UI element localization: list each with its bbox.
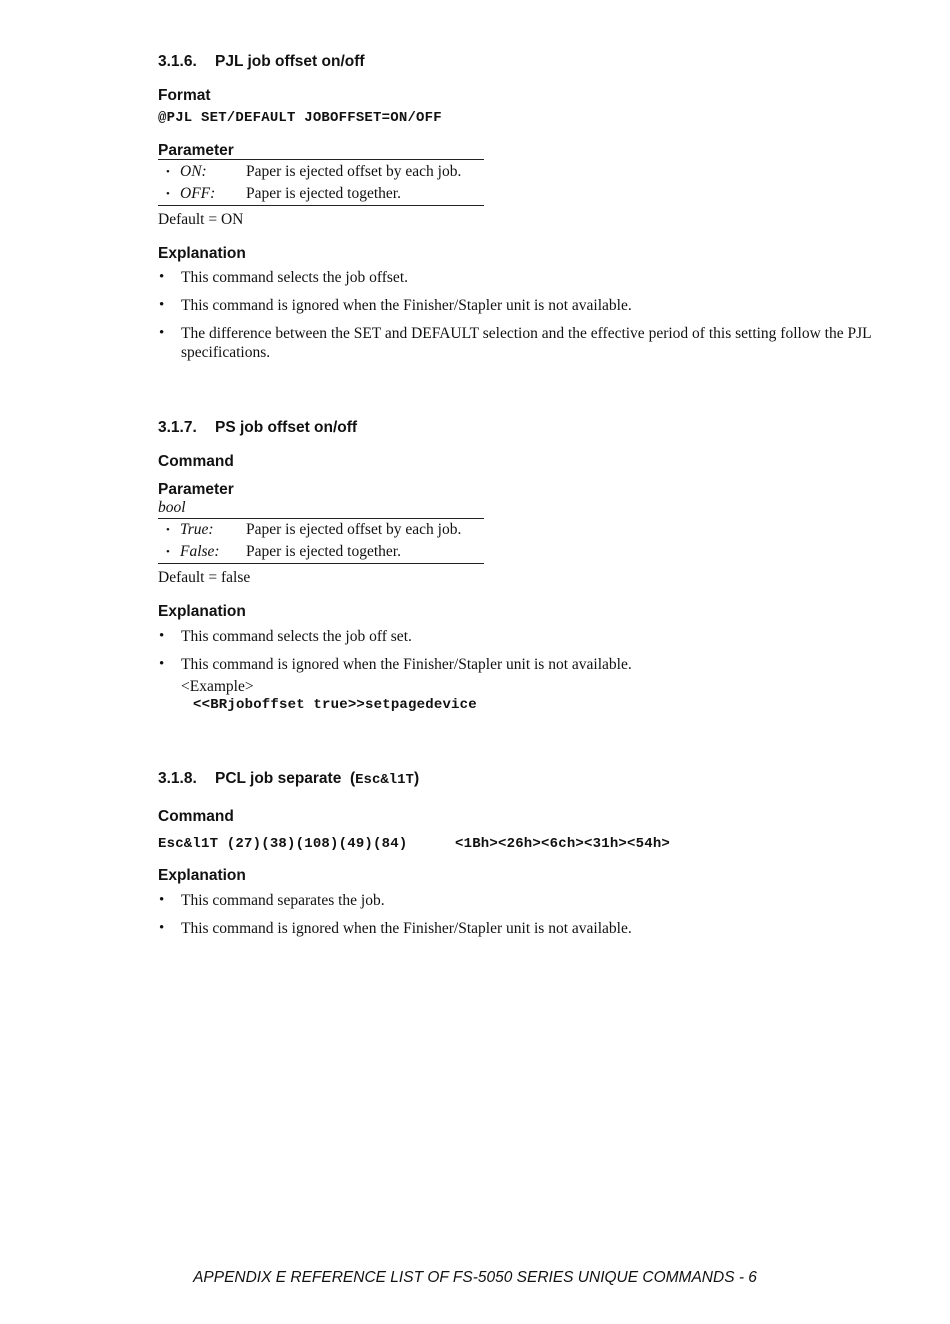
list-item-text: This command is ignored when the Finisher/Stapler unit is not available. <box>181 297 632 314</box>
section-number: 3.1.7. <box>158 419 197 436</box>
bullet-dot: • <box>159 325 165 341</box>
bullet-dot: • <box>166 546 170 558</box>
bullet-dot: • <box>166 188 170 200</box>
param-value: Paper is ejected together. <box>246 185 401 202</box>
example-code: <<BRjoboffset true>>setpagedevice <box>193 697 477 713</box>
parameter-heading: Parameter <box>158 481 234 498</box>
bullet-dot: • <box>159 628 165 644</box>
param-key: True: <box>180 521 214 538</box>
example-label: <Example> <box>181 678 254 695</box>
title-paren-close: ) <box>413 770 420 787</box>
section-3-1-6-title <box>158 53 365 71</box>
explanation-heading: Explanation <box>158 245 246 262</box>
table-top-rule <box>158 159 484 160</box>
bullet-dot: • <box>159 269 165 285</box>
command-hex: <1Bh><26h><6ch><31h><54h> <box>455 836 671 852</box>
explanation-heading: Explanation <box>158 603 246 620</box>
title-code: Esc&l1T <box>355 772 414 788</box>
list-item <box>158 627 873 646</box>
parameter-type: bool <box>158 499 186 516</box>
format-heading: Format <box>158 87 211 104</box>
command-heading: Command <box>158 453 234 470</box>
list-item <box>158 296 873 315</box>
bullet-dot: • <box>159 892 165 908</box>
param-value: Paper is ejected together. <box>246 543 401 560</box>
section-title-text: PS job offset on/off <box>215 419 358 436</box>
bullet-dot: • <box>159 920 165 936</box>
list-item <box>158 919 873 938</box>
bullet-dot: • <box>159 656 165 672</box>
title-paren-open: ( <box>349 770 356 787</box>
param-key: False: <box>180 543 220 560</box>
param-value: Paper is ejected offset by each job. <box>246 163 462 180</box>
section-title-text: PCL job separate <box>215 770 342 787</box>
bullet-dot: • <box>166 166 170 178</box>
default-value: Default = false <box>158 569 251 586</box>
section-number: 3.1.8. <box>158 770 197 787</box>
list-item-text: The difference between the SET and DEFAULT selection and the effective period of this setting follow the PJL specifications. <box>181 325 871 361</box>
list-item <box>158 324 873 362</box>
bullet-dot: • <box>159 297 165 313</box>
list-item-text: This command is ignored when the Finisher/Stapler unit is not available. <box>181 920 632 937</box>
section-3-1-8-title <box>158 770 419 788</box>
param-key: ON: <box>180 163 207 180</box>
list-item <box>158 891 873 910</box>
list-item <box>158 268 873 287</box>
list-item-text: This command selects the job off set. <box>181 628 412 645</box>
list-item <box>158 655 873 674</box>
section-number: 3.1.6. <box>158 53 197 70</box>
default-value: Default = ON <box>158 211 244 228</box>
page-footer: APPENDIX E REFERENCE LIST OF FS-5050 SERIES UNIQUE COMMANDS - 6 <box>193 1269 757 1286</box>
bullet-dot: • <box>166 524 170 536</box>
list-item-text: This command is ignored when the Finisher/Stapler unit is not available. <box>181 656 632 673</box>
format-code: @PJL SET/DEFAULT JOBOFFSET=ON/OFF <box>158 110 442 126</box>
command-heading: Command <box>158 808 234 825</box>
section-3-1-7-title <box>158 419 357 437</box>
command-code: Esc&l1T (27)(38)(108)(49)(84) <box>158 836 408 852</box>
list-item-text: This command separates the job. <box>181 892 385 909</box>
parameter-heading: Parameter <box>158 142 234 159</box>
explanation-heading: Explanation <box>158 867 246 884</box>
param-key: OFF: <box>180 185 216 202</box>
section-title-text: PJL job offset on/off <box>215 53 365 70</box>
param-value: Paper is ejected offset by each job. <box>246 521 462 538</box>
table-top-rule <box>158 518 484 519</box>
list-item-text: This command selects the job offset. <box>181 269 408 286</box>
table-bottom-rule <box>158 563 484 564</box>
table-bottom-rule <box>158 205 484 206</box>
